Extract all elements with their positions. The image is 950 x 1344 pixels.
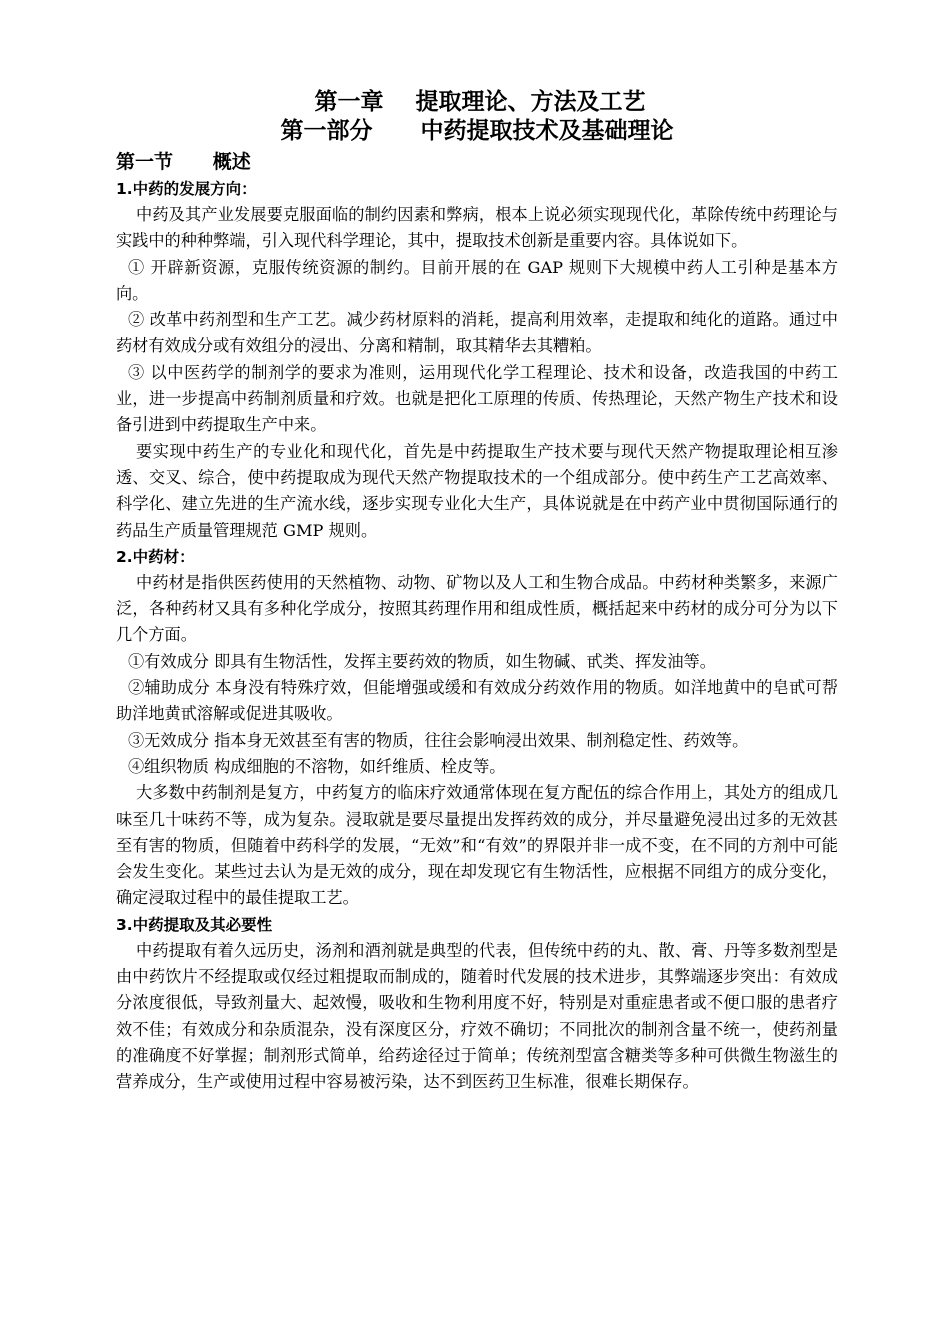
list-item: ①有效成分 即具有生物活性，发挥主要药效的物质，如生物碱、甙类、挥发油等。 [128, 651, 716, 671]
paragraph: 要实现中药生产的专业化和现代化，首先是中药提取生产技术要与现代天然产物提取理论相互渗透、交叉、综合，使中药提取成为现代天然产物提取技术的一个组成部分。使中药生产工艺高效率、科学化、建立先进的生产流水线，逐步实现专业化大生产，具体说就是在中药产业中贯彻国际通行的药品生产质量管理规范 GMP 规则。 [116, 441, 838, 540]
document-body [116, 88, 838, 1096]
paragraph: 中药及其产业发展要克服面临的制约因素和弊病，根本上说必须实现现代化，革除传统中药理论与实践中的种种弊端，引入现代科学理论，其中，提取技术创新是重要内容。具体说如下。 [116, 205, 838, 251]
heading-development-direction: 1.中药的发展方向： [116, 180, 257, 198]
heading-herbal-materials: 2.中药材： [116, 547, 195, 566]
list-item: ④组织物质 构成细胞的不溶物，如纤维质、栓皮等。 [128, 756, 506, 776]
paragraph: 大多数中药制剂是复方，中药复方的临床疗效通常体现在复方配伍的综合作用上，其处方的组成几味至几十味药不等，成为复杂。浸取就是要尽量提出发挥药效的成分，并尽量避免浸出过多的无效甚至有害的物质，但随着中药科学的发展，“无效”和“有效”的界限并非一成不变，在不同的方剂中可能会发生变化。某些过去认为是无效的成分，现在却发现它有生物活性，应根据不同组方的成分变化，确定浸取过程中的最佳提取工艺。 [116, 783, 838, 908]
part-title: 第一部分 中药提取技术及基础理论 [280, 118, 674, 144]
paragraph: 中药提取有着久远历史，汤剂和酒剂就是典型的代表，但传统中药的丸、散、膏、丹等多数剂型是由中药饮片不经提取或仅经过粗提取而制成的，随着时代发展的技术进步，其弊端逐步突出：有效成分浓度很低，导致剂量大、起效慢，吸收和生物利用度不好，特别是对重症患者或不便口服的患者疗效不佳；有效成分和杂质混杂，没有深度区分，疗效不确切；不同批次的制剂含量不统一，使药剂量的准确度不好掌握；制剂形式简单，给药途径过于简单；传统剂型富含糖类等多种可供微生物滋生的营养成分，生产或使用过程中容易被污染，达不到医药卫生标准，很难长期保存。 [116, 940, 838, 1092]
paragraph: 中药材是指供医药使用的天然植物、动物、矿物以及人工和生物合成品。中药材种类繁多，来源广泛，各种药材又具有多种化学成分，按照其药理作用和组成性质，概括起来中药材的成分可分为以下几个方面。 [116, 572, 838, 645]
section-title: 第一节 概述 [116, 151, 251, 173]
list-item: ②辅助成分 本身没有特殊疗效，但能增强或缓和有效成分药效作用的物质。如洋地黄中的皂甙可帮助洋地黄甙溶解或促进其吸收。 [116, 678, 838, 724]
list-item: ③无效成分 指本身无效甚至有害的物质，往往会影响浸出效果、制剂稳定性、药效等。 [128, 730, 749, 750]
chapter-title: 第一章 提取理论、方法及工艺 [314, 89, 646, 115]
list-item: ③ 以中医药学的制剂学的要求为准则，运用现代化学工程理论、技术和设备，改造我国的中药工业，进一步提高中药制剂质量和疗效。也就是把化工原理的传质、传热理论，天然产物生产技术和设备引进到中药提取生产中来。 [116, 362, 838, 435]
heading-extraction-necessity: 3.中药提取及其必要性 [116, 915, 273, 934]
list-item: ② 改革中药剂型和生产工艺。减少药材原料的消耗，提高利用效率，走提取和纯化的道路。通过中药材有效成分或有效组分的浸出、分离和精制，取其精华去其糟粕。 [116, 310, 838, 356]
list-item: ① 开辟新资源，克服传统资源的制约。目前开展的在 GAP 规则下大规模中药人工引种是基本方向。 [116, 257, 838, 303]
